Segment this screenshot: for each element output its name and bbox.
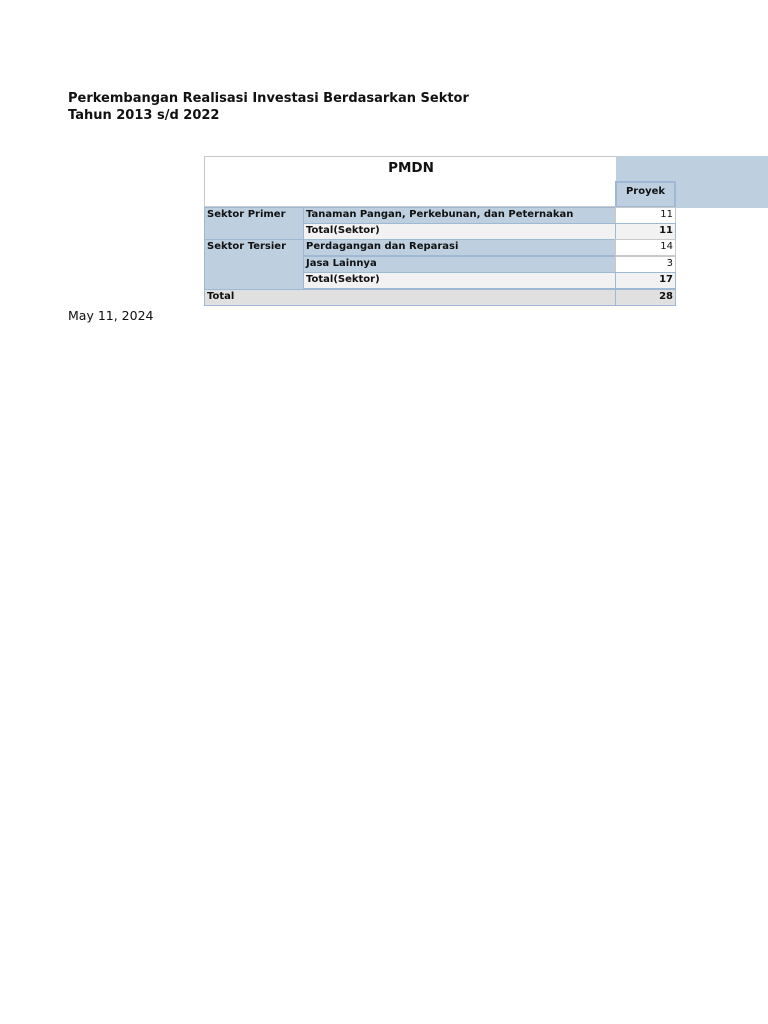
row-value: 17	[615, 272, 676, 289]
sector-primer-label: Sektor Primer	[204, 207, 304, 240]
group-header-pmdn: PMDN	[388, 160, 434, 176]
column-header-proyek: Proyek	[615, 181, 676, 208]
report-title	[68, 91, 469, 124]
group-header-cell	[204, 156, 616, 207]
sector-tersier-label: Sektor Tersier	[204, 239, 304, 290]
row-value: 14	[615, 239, 676, 256]
grand-total-value: 28	[615, 289, 676, 306]
investment-table	[204, 156, 676, 307]
row-label: Total(Sektor)	[303, 272, 616, 289]
row-label: Jasa Lainnya	[303, 256, 616, 273]
row-label: Tanaman Pangan, Perkebunan, dan Peternakan	[303, 207, 616, 224]
report-date: May 11, 2024	[68, 308, 154, 323]
row-label: Total(Sektor)	[303, 223, 616, 240]
report-title-line2: Tahun 2013 s/d 2022	[68, 107, 220, 123]
row-value: 11	[615, 207, 676, 224]
row-label: Perdagangan dan Reparasi	[303, 239, 616, 256]
row-value: 11	[615, 223, 676, 240]
report-title-line1: Perkembangan Realisasi Investasi Berdasarkan Sektor	[68, 91, 469, 106]
row-value: 3	[615, 256, 676, 273]
grand-total-label: Total	[204, 289, 616, 306]
